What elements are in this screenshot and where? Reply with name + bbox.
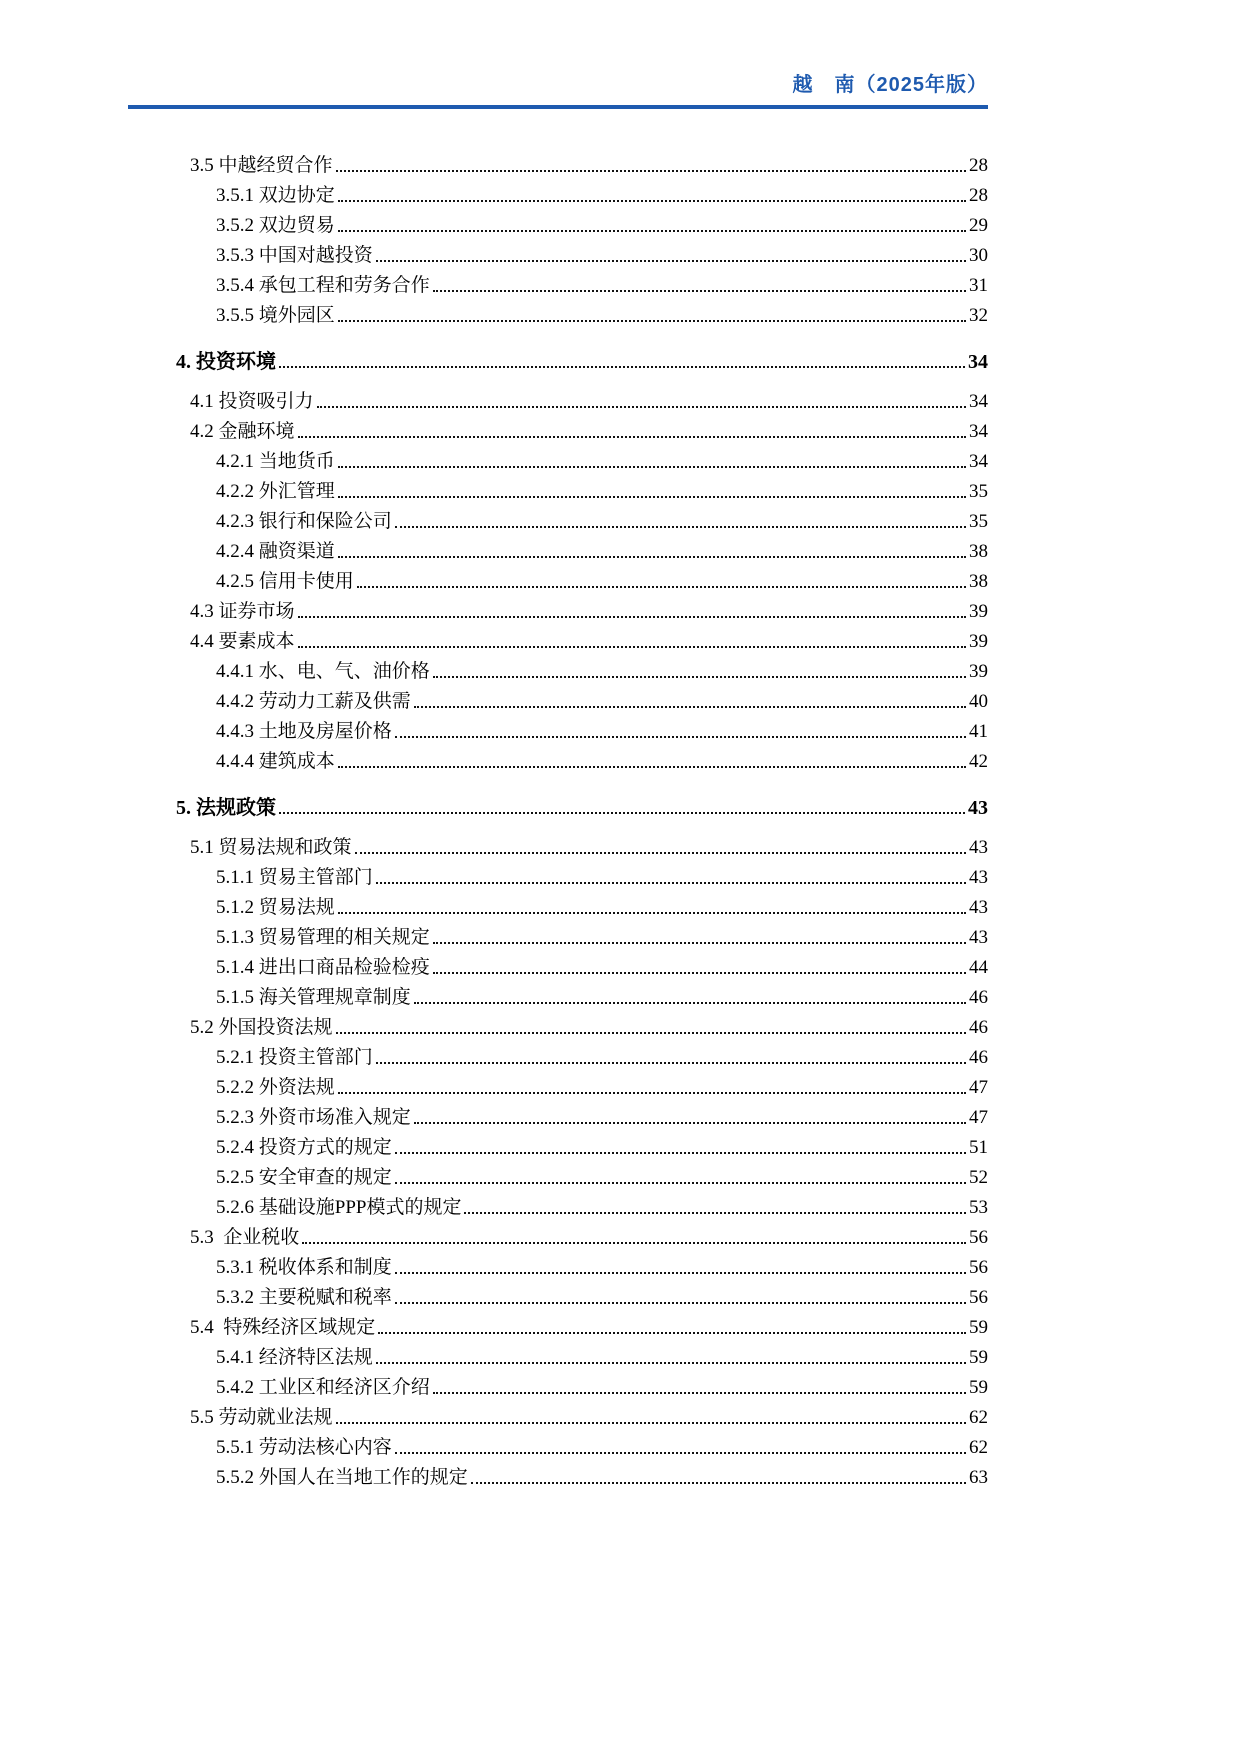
toc-entry-label: 5.2.2 外资法规	[216, 1077, 335, 1098]
toc-entry-page: 32	[969, 305, 988, 326]
page-header	[128, 68, 988, 109]
toc-entry-label: 5.1.4 进出口商品检验检疫	[216, 957, 430, 978]
toc-entry[interactable]	[128, 537, 988, 567]
toc-entry-label: 5.3.2 主要税赋和税率	[216, 1287, 392, 1308]
toc-entry-page: 42	[969, 751, 988, 772]
toc-entry-label: 3.5.1 双边协定	[216, 185, 335, 206]
toc-entry-label: 3.5.3 中国对越投资	[216, 245, 373, 266]
toc-entry-page: 38	[969, 541, 988, 562]
toc-entry-label: 5.1.1 贸易主管部门	[216, 867, 373, 888]
toc-leader-dots	[395, 1302, 966, 1304]
toc-entry[interactable]	[128, 657, 988, 687]
toc-entry-label: 4.2.1 当地货币	[216, 451, 335, 472]
toc-leader-dots	[433, 942, 966, 944]
toc-leader-dots	[302, 1242, 966, 1244]
toc-leader-dots	[395, 1272, 966, 1274]
toc-entry-page: 34	[969, 421, 988, 442]
toc-leader-dots	[355, 852, 966, 854]
toc-entry-page: 52	[969, 1167, 988, 1188]
toc-entry-page: 46	[969, 1047, 988, 1068]
toc-entry[interactable]	[128, 1283, 988, 1313]
toc-entry-label: 5.3 企业税收	[190, 1227, 300, 1248]
toc-entry-label: 5.5 劳动就业法规	[190, 1407, 333, 1428]
toc-entry-page: 41	[969, 721, 988, 742]
toc-entry[interactable]	[128, 1073, 988, 1103]
toc-entry-page: 62	[969, 1437, 988, 1458]
toc-entry[interactable]	[128, 1313, 988, 1343]
toc-leader-dots	[338, 766, 966, 768]
toc-entry-page: 47	[969, 1107, 988, 1128]
toc-entry-label: 5.4.2 工业区和经济区介绍	[216, 1377, 430, 1398]
toc-entry[interactable]	[128, 181, 988, 211]
toc-entry-page: 43	[968, 797, 988, 819]
toc-entry-label: 4. 投资环境	[176, 351, 276, 373]
toc-entry[interactable]	[128, 717, 988, 747]
toc-entry-label: 5.5.2 外国人在当地工作的规定	[216, 1467, 468, 1488]
toc-list	[128, 151, 988, 1493]
toc-entry-label: 4.4.1 水、电、气、油价格	[216, 661, 430, 682]
toc-leader-dots	[414, 1002, 966, 1004]
toc-leader-dots	[433, 1392, 966, 1394]
toc-entry-page: 39	[969, 631, 988, 652]
toc-entry-page: 62	[969, 1407, 988, 1428]
toc-leader-dots	[433, 676, 966, 678]
toc-entry[interactable]	[128, 1373, 988, 1403]
toc-entry-page: 35	[969, 481, 988, 502]
toc-entry[interactable]	[128, 833, 988, 863]
toc-entry-label: 5.1.3 贸易管理的相关规定	[216, 927, 430, 948]
toc-leader-dots	[376, 1062, 966, 1064]
toc-entry-label: 5.2.3 外资市场准入规定	[216, 1107, 411, 1128]
toc-leader-dots	[279, 366, 965, 368]
toc-entry-page: 34	[968, 351, 988, 373]
toc-entry[interactable]	[128, 211, 988, 241]
toc-entry[interactable]	[128, 1403, 988, 1433]
toc-entry-page: 38	[969, 571, 988, 592]
toc-entry-label: 4.3 证券市场	[190, 601, 295, 622]
header-rule	[128, 105, 988, 109]
toc-leader-dots	[376, 260, 966, 262]
toc-entry-label: 5. 法规政策	[176, 797, 276, 819]
toc-entry[interactable]	[128, 1433, 988, 1463]
toc-entry-page: 59	[969, 1377, 988, 1398]
toc-entry[interactable]	[128, 241, 988, 271]
toc-entry[interactable]	[128, 151, 988, 181]
toc-entry-page: 59	[969, 1317, 988, 1338]
toc-entry-page: 46	[969, 987, 988, 1008]
toc-entry[interactable]	[128, 597, 988, 627]
toc-leader-dots	[317, 406, 966, 408]
toc-leader-dots	[338, 200, 966, 202]
toc-entry-label: 5.3.1 税收体系和制度	[216, 1257, 392, 1278]
toc-leader-dots	[336, 1032, 966, 1034]
toc-entry[interactable]	[128, 627, 988, 657]
toc-entry-label: 5.4.1 经济特区法规	[216, 1347, 373, 1368]
toc-entry-page: 34	[969, 451, 988, 472]
toc-entry-label: 3.5.5 境外园区	[216, 305, 335, 326]
toc-entry[interactable]	[128, 507, 988, 537]
toc-entry-page: 31	[969, 275, 988, 296]
toc-entry-label: 4.4.4 建筑成本	[216, 751, 335, 772]
toc-entry-label: 5.2.4 投资方式的规定	[216, 1137, 392, 1158]
toc-entry[interactable]	[128, 863, 988, 893]
toc-entry-page: 46	[969, 1017, 988, 1038]
toc-leader-dots	[414, 706, 966, 708]
toc-entry-label: 5.5.1 劳动法核心内容	[216, 1437, 392, 1458]
toc-entry-label: 5.2.5 安全审查的规定	[216, 1167, 392, 1188]
toc-leader-dots	[414, 1122, 966, 1124]
toc-entry-label: 4.4.3 土地及房屋价格	[216, 721, 392, 742]
toc-leader-dots	[279, 812, 965, 814]
toc-entry-page: 43	[969, 927, 988, 948]
toc-entry-label: 5.1.5 海关管理规章制度	[216, 987, 411, 1008]
toc-entry-label: 4.1 投资吸引力	[190, 391, 314, 412]
toc-entry[interactable]	[128, 417, 988, 447]
toc-leader-dots	[338, 1092, 966, 1094]
toc-entry[interactable]	[128, 1193, 988, 1223]
toc-entry-page: 44	[969, 957, 988, 978]
toc-leader-dots	[464, 1212, 966, 1214]
toc-entry-label: 4.4.2 劳动力工薪及供需	[216, 691, 411, 712]
toc-entry[interactable]	[128, 687, 988, 717]
toc-entry-page: 63	[969, 1467, 988, 1488]
toc-entry-page: 28	[969, 155, 988, 176]
toc-entry[interactable]	[128, 793, 988, 823]
toc-leader-dots	[471, 1482, 966, 1484]
toc-entry[interactable]	[128, 567, 988, 597]
toc-entry-page: 56	[969, 1257, 988, 1278]
toc-leader-dots	[298, 646, 966, 648]
content-area	[128, 68, 988, 1493]
toc-entry-page: 43	[969, 837, 988, 858]
toc-entry[interactable]	[128, 301, 988, 331]
toc-entry[interactable]	[128, 983, 988, 1013]
toc-leader-dots	[338, 466, 966, 468]
toc-leader-dots	[298, 436, 966, 438]
toc-entry-page: 39	[969, 601, 988, 622]
toc-entry-label: 3.5.4 承包工程和劳务合作	[216, 275, 430, 296]
toc-leader-dots	[378, 1332, 966, 1334]
toc-leader-dots	[336, 1422, 966, 1424]
toc-leader-dots	[395, 1452, 966, 1454]
toc-entry-label: 4.2.4 融资渠道	[216, 541, 335, 562]
toc-leader-dots	[395, 736, 966, 738]
toc-entry-label: 4.2 金融环境	[190, 421, 295, 442]
toc-leader-dots	[336, 170, 966, 172]
toc-entry-label: 4.4 要素成本	[190, 631, 295, 652]
toc-entry-page: 43	[969, 867, 988, 888]
toc-entry-page: 35	[969, 511, 988, 532]
toc-entry-page: 30	[969, 245, 988, 266]
toc-entry-page: 51	[969, 1137, 988, 1158]
toc-entry-page: 28	[969, 185, 988, 206]
toc-entry-page: 40	[969, 691, 988, 712]
toc-leader-dots	[338, 496, 966, 498]
toc-entry[interactable]	[128, 1163, 988, 1193]
toc-entry[interactable]	[128, 1043, 988, 1073]
toc-entry-label: 5.2 外国投资法规	[190, 1017, 333, 1038]
toc-entry-page: 47	[969, 1077, 988, 1098]
toc-leader-dots	[338, 320, 966, 322]
toc-entry-page: 34	[969, 391, 988, 412]
toc-entry-page: 39	[969, 661, 988, 682]
toc-leader-dots	[433, 290, 966, 292]
toc-leader-dots	[298, 616, 966, 618]
toc-entry-label: 5.1.2 贸易法规	[216, 897, 335, 918]
toc-entry-label: 5.2.6 基础设施PPP模式的规定	[216, 1197, 462, 1218]
toc-entry[interactable]	[128, 1253, 988, 1283]
toc-entry[interactable]	[128, 893, 988, 923]
toc-entry[interactable]	[128, 1133, 988, 1163]
toc-leader-dots	[395, 526, 966, 528]
toc-entry-page: 29	[969, 215, 988, 236]
document-title: 越 南（2025年版）	[792, 74, 988, 96]
toc-entry-label: 5.1 贸易法规和政策	[190, 837, 352, 858]
toc-entry-label: 5.4 特殊经济区域规定	[190, 1317, 376, 1338]
toc-leader-dots	[433, 972, 966, 974]
toc-leader-dots	[395, 1182, 966, 1184]
toc-entry[interactable]	[128, 1013, 988, 1043]
toc-entry[interactable]	[128, 271, 988, 301]
toc-entry-label: 5.2.1 投资主管部门	[216, 1047, 373, 1068]
toc-entry[interactable]	[128, 923, 988, 953]
toc-entry-page: 56	[969, 1287, 988, 1308]
toc-entry[interactable]	[128, 1343, 988, 1373]
toc-entry-page: 43	[969, 897, 988, 918]
toc-entry[interactable]	[128, 747, 988, 777]
toc-entry-label: 3.5 中越经贸合作	[190, 155, 333, 176]
toc-entry[interactable]	[128, 477, 988, 507]
toc-entry-page: 59	[969, 1347, 988, 1368]
toc-entry-page: 56	[969, 1227, 988, 1248]
toc-leader-dots	[338, 912, 966, 914]
toc-entry[interactable]	[128, 347, 988, 377]
toc-entry-label: 3.5.2 双边贸易	[216, 215, 335, 236]
toc-entry-page: 53	[969, 1197, 988, 1218]
toc-leader-dots	[338, 556, 966, 558]
toc-leader-dots	[376, 882, 966, 884]
toc-entry[interactable]	[128, 447, 988, 477]
toc-leader-dots	[395, 1152, 966, 1154]
toc-entry[interactable]	[128, 953, 988, 983]
toc-entry-label: 4.2.2 外汇管理	[216, 481, 335, 502]
toc-leader-dots	[357, 586, 966, 588]
toc-leader-dots	[338, 230, 966, 232]
toc-entry-label: 4.2.5 信用卡使用	[216, 571, 354, 592]
toc-entry[interactable]	[128, 1463, 988, 1493]
toc-entry-label: 4.2.3 银行和保险公司	[216, 511, 392, 532]
toc-entry[interactable]	[128, 1223, 988, 1253]
toc-leader-dots	[376, 1362, 966, 1364]
toc-entry[interactable]	[128, 1103, 988, 1133]
toc-entry[interactable]	[128, 387, 988, 417]
